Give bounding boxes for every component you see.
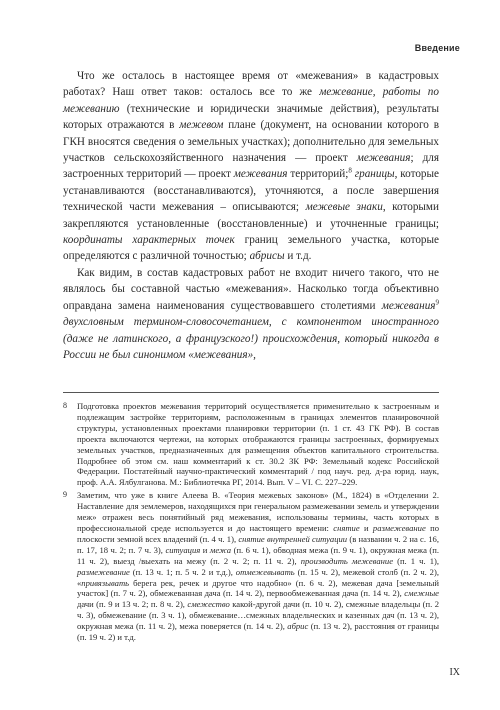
footnote-divider <box>63 392 439 393</box>
italic-term: координаты характерных точек <box>63 234 235 247</box>
text-run: (технические и юридически значимые действия), результаты которых отражаются в <box>63 102 439 132</box>
text-run: какой-другой дачи (п. 10 ч. 2), смежные владельцы (п. 2 ч. 3), обмежевание (п. 3 ч. 1), обмежевание…смежных владельческих и казенных дач (п. 13 ч. 2), окружная межа (п. 11 ч. 2), межа поверяется (п. 14 ч. 2), <box>77 599 439 632</box>
text-run: территорий; <box>287 168 349 181</box>
text-run: Подготовка проектов межевания территорий осуществляется применительно к застроенным и подлежащим застройке территориям, расположенным в границах элементов планировочной структуры, установленных проектами планировки территории (п. 1 ст. 43 ГК РФ). В состав проекта включаются чертежи, на которых отображаются границы застроенных, формируемых земельных участков, предназначенных для размещения объектов капитального строительства. Подробнее об этом см. наш комментарий к ст. 30.2 ЗК РФ: Земельный кодекс Российской Федерации. Постатейный научно-практический комментарий / под науч. ред. д-ра юрид. наук, проф. А.А. Ялбулганова. М.: Библиотечка РГ, 2014. Вып. V – VI. С. 227–229. <box>77 401 439 488</box>
paragraph <box>63 265 439 363</box>
italic-term: размежевание <box>77 566 130 577</box>
text-run: (п. 13 ч. 1; п. 5 ч. 2 и т.д.), <box>129 566 236 577</box>
text-run: , которыми закрепляются установленные (восстановленные) и уточненные границы; <box>63 201 439 230</box>
italic-term: снятие <box>333 522 360 533</box>
italic-term: привязывать <box>81 577 130 588</box>
page-number: IX <box>449 667 460 678</box>
italic-term: межа <box>209 544 232 555</box>
text-run: (в названии ч. 2 на с. 16, п. 17, 18 ч. 2; п. 7 ч. 3), <box>77 533 439 555</box>
text-run: и <box>359 522 373 533</box>
text-run: (п. 13 ч. 2), расстояния от границы (п. 19 ч. 2) и т.д. <box>77 621 439 643</box>
italic-term: межевые знаки <box>305 201 383 214</box>
italic-term: межевание, работы по межеванию <box>63 86 439 115</box>
text-run: ; для застроенных территорий — проект <box>63 152 440 181</box>
italic-term: абрис <box>287 621 309 632</box>
text-run: берега рек, речек и другое что надобно» (п. 6 ч. 2), межевая дача [земельный участок] (п. 7 ч. 2), обмежеванная дача (п. 14 ч. 2), первообмежеванная дача (п. 14 ч. 2), <box>77 577 439 599</box>
running-header: Введение <box>414 43 460 53</box>
italic-term: межевом <box>179 119 224 132</box>
text-run: и <box>200 544 210 555</box>
italic-term: абрисы <box>249 250 285 263</box>
italic-term: межевания <box>356 152 411 165</box>
italic-term: границы <box>354 168 395 181</box>
paragraph <box>63 68 439 265</box>
footnote-number: 8 <box>63 401 67 410</box>
footnote-ref: 9 <box>435 297 439 306</box>
text-run: (п. 1 ч. 1), <box>393 555 440 566</box>
text-run: Как видим, в состав кадастровых работ не входит ничего такого, что не являлось бы составной частью «межевания». Насколько тогда объективно оправдана замена наименования существовавшего столетиями <box>63 266 439 312</box>
italic-term: размежевание <box>372 522 426 533</box>
footnote-number: 9 <box>63 490 67 500</box>
text-run: Заметим, что уже в книге Алеева В. «Теория межевых законов» (М., 1824) в «Отделении 2. Наставление для землемеров, находящихся при генеральном размежевании земель и утверждении меж» отражен весь понятийный ряд межевания, использованы термины, часть которых в профессиональной среде используется и до настоящего времени: <box>77 490 439 533</box>
text-run: и т.д. <box>284 250 312 263</box>
italic-term: межевания <box>381 299 436 312</box>
text-run: (п. 15 ч. 2), межевой столб (п. 2 ч. 2), « <box>77 566 439 588</box>
footnotes <box>63 401 439 645</box>
main-text <box>63 68 439 363</box>
footnote <box>63 401 439 488</box>
italic-term: межевания <box>233 168 288 181</box>
text-run: границ земельного участка, которые определяются с различной точностью; <box>63 234 439 263</box>
text-run: Что же осталось в настоящее время от «межевания» в кадастровых работах? Наш ответ таков: осталось все то же <box>63 70 439 99</box>
footnote-ref: 8 <box>348 166 352 175</box>
text-run: плане (документ, на основании которого в ГКН вносятся сведения о земельных участках); дополнительно для земельных участков сельскохозяйственного назначения — проект <box>63 119 439 165</box>
italic-term: снятие внутренней ситуации <box>238 533 348 544</box>
text-run: , которые устанавливаются (восстанавливаются), уточняются, а после завершения технической части межевания – описываются; <box>63 168 439 214</box>
italic-term: производить межевание <box>300 555 394 566</box>
italic-term: двухсловным термином-словосочетанием, с компонентом иностранного (даже не латинского, а французского!) происхождения, который никогда в России не был синонимом «межевания», <box>63 316 439 361</box>
text-run: дачи (п. 9 и 13 ч. 2; п. 8 ч. 2), <box>77 599 188 610</box>
italic-term: отмежевывать <box>235 566 295 577</box>
text-run: (п. 6 ч. 1), обводная межа (п. 9 ч. 1), окружная межа (п. 11 ч. 2), выезд /выехать на межу (п. 2 ч. 2; п. 11 ч. 2), <box>77 544 439 566</box>
italic-term: смежные <box>404 588 439 599</box>
italic-term: ситуация <box>165 544 201 555</box>
footnote <box>63 490 439 643</box>
text-run: по плоскости земной всех владений (п. 4 ч. 1), <box>77 522 439 544</box>
italic-term: смежество <box>187 599 230 610</box>
